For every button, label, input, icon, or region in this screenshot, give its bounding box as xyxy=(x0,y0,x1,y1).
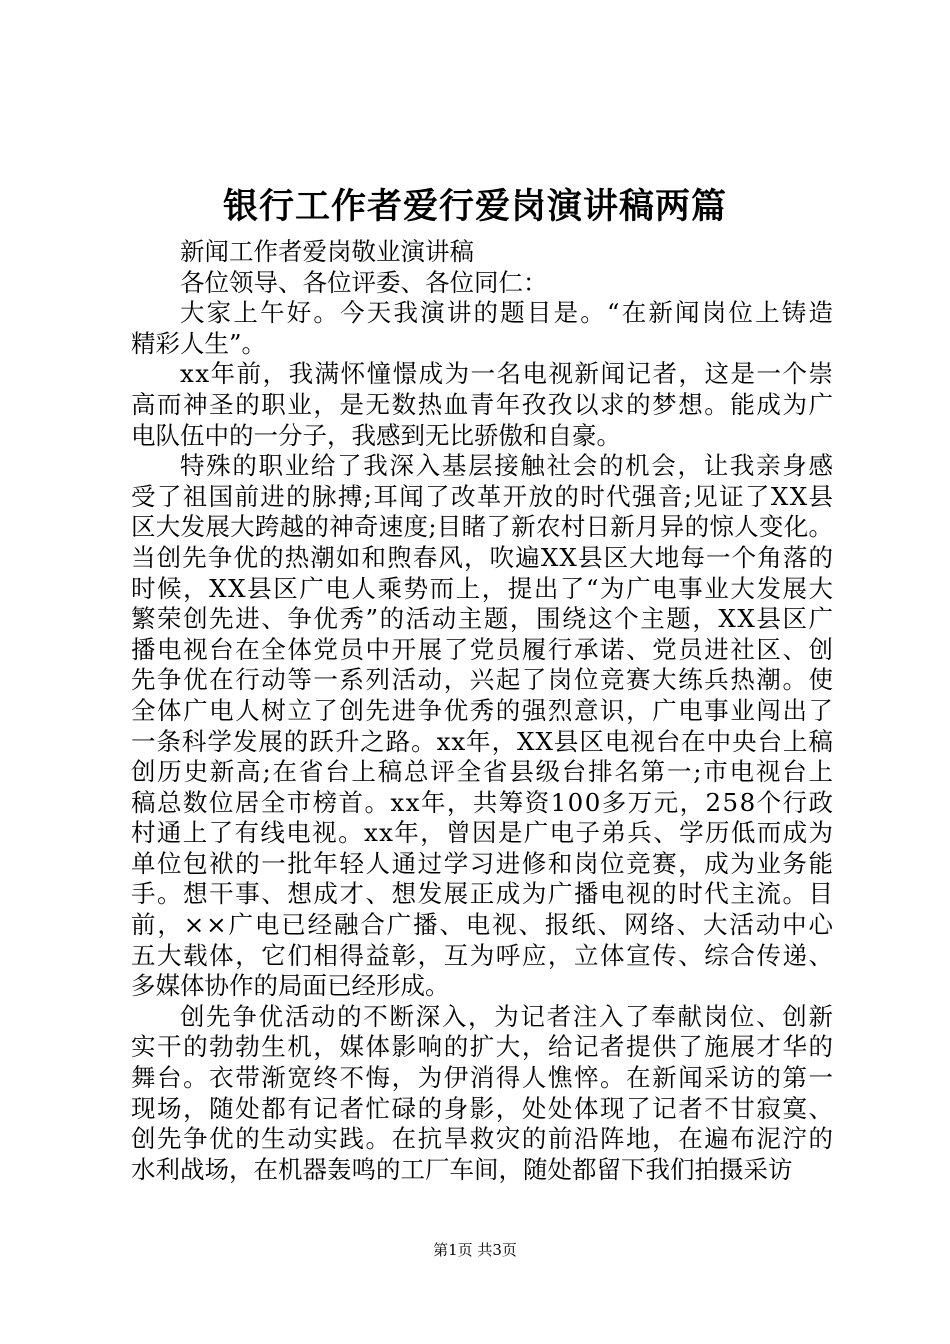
body-line: 大家上午好。今天我演讲的题目是。“在新闻岗位上铸造 xyxy=(180,298,836,328)
body-line: 村通上了有线电视。xx年，曾因是广电子弟兵、学历低而成为 xyxy=(131,818,835,848)
body-line: 各位领导、各位评委、各位同仁： xyxy=(180,267,548,297)
body-line: 实干的勃勃生机，媒体影响的扩大，给记者提供了施展才华的 xyxy=(131,1032,835,1062)
body-line: 稿总数位居全市榜首。xx年，共筹资100多万元，258个行政 xyxy=(131,787,835,817)
body-line: 区大发展大跨越的神奇速度;目睹了新农村日新月异的惊人变化。 xyxy=(131,512,834,542)
document-title: 银行工作者爱行爱岗演讲稿两篇 xyxy=(222,186,727,227)
body-line: 全体广电人树立了创先进争优秀的强烈意识，广电事业闯出了 xyxy=(131,695,835,725)
body-line: 一条科学发展的跃升之路。xx年，XX县区电视台在中央台上稿 xyxy=(131,726,834,756)
body-line: 高而神圣的职业，是无数热血青年孜孜以求的梦想。能成为广 xyxy=(131,389,835,419)
body-line: 多媒体协作的局面已经形成。 xyxy=(131,971,450,1001)
body-line: 特殊的职业给了我深入基层接触社会的机会，让我亲身感 xyxy=(180,451,835,481)
page-footer: 第1页 共3页 xyxy=(433,1241,517,1259)
body-line: 播电视台在全体党员中开展了党员履行承诺、党员进社区、创 xyxy=(131,634,835,664)
body-line: 现场，随处都有记者忙碌的身影，处处体现了记者不甘寂寞、 xyxy=(131,1093,835,1123)
body-line: 舞台。衣带渐宽终不悔，为伊消得人憔悴。在新闻采访的第一 xyxy=(131,1063,835,1093)
body-line: 手。想干事、想成才、想发展正成为广播电视的时代主流。目 xyxy=(131,879,835,909)
body-line: 五大载体，它们相得益彰，互为呼应，立体宣传、综合传递、 xyxy=(131,940,835,970)
body-line: 当创先争优的热潮如和煦春风，吹遍XX县区大地每一个角落的 xyxy=(131,542,835,572)
document-body xyxy=(131,237,836,1185)
body-line: 水利战场，在机器轰鸣的工厂车间，随处都留下我们拍摄采访 xyxy=(131,1154,793,1184)
body-line: 繁荣创先进、争优秀”的活动主题，围绕这个主题，XX县区广 xyxy=(131,604,835,634)
body-line: xx年前，我满怀憧憬成为一名电视新闻记者，这是一个崇 xyxy=(180,359,835,389)
body-line: 创历史新高;在省台上稿总评全省县级台排名第一;市电视台上 xyxy=(131,757,835,787)
body-line: 创先争优的生动实践。在抗旱救灾的前沿阵地，在遍布泥泞的 xyxy=(131,1124,835,1154)
body-line: 时候，XX县区广电人乘势而上，提出了“为广电事业大发展大 xyxy=(131,573,835,603)
body-line: 精彩人生”。 xyxy=(131,328,267,358)
body-line: 单位包袱的一批年轻人通过学习进修和岗位竞赛，成为业务能 xyxy=(131,848,835,878)
body-line: 电队伍中的一分子，我感到无比骄傲和自豪。 xyxy=(131,420,621,450)
body-line: 新闻工作者爱岗敬业演讲稿 xyxy=(180,237,474,266)
body-line: 先争优在行动等一系列活动，兴起了岗位竞赛大练兵热潮。使 xyxy=(131,665,835,695)
body-line: 创先争优活动的不断深入，为记者注入了奉献岗位、创新 xyxy=(180,1001,835,1031)
body-line: 前，××广电已经融合广播、电视、报纸、网络、大活动中心 xyxy=(131,910,835,940)
body-line: 受了祖国前进的脉搏;耳闻了改革开放的时代强音;见证了XX县 xyxy=(131,481,835,511)
